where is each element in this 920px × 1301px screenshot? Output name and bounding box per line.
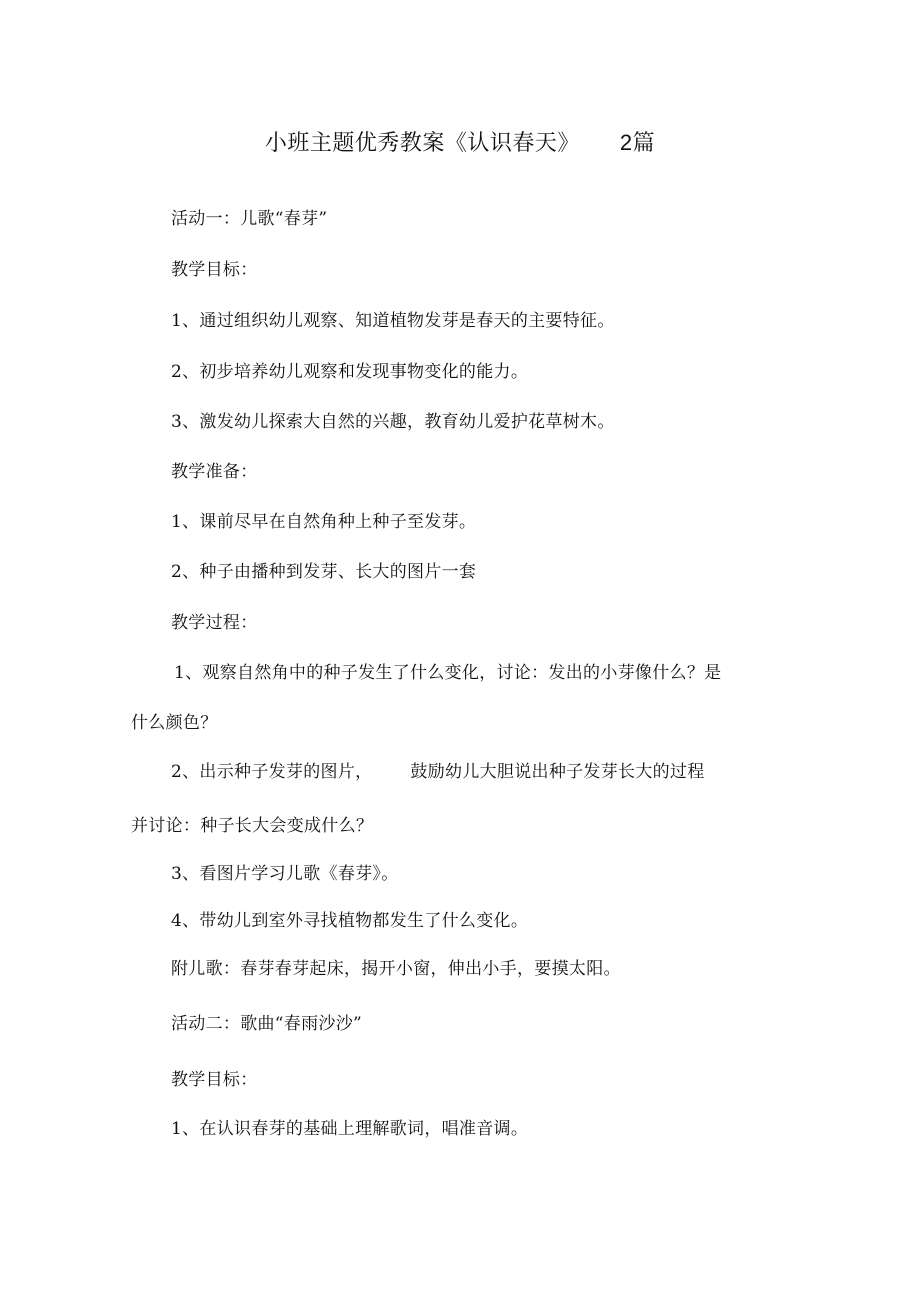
process-item-2 xyxy=(171,760,705,784)
process-item-2-continued: 并讨论：种子长大会变成什么？ xyxy=(131,816,374,836)
prep-item-1: 1、课前尽早在自然角种上种子至发芽。 xyxy=(171,512,477,532)
process-item-3: 3、看图片学习儿歌《春芽》。 xyxy=(171,864,399,884)
goal-item-2: 2、初步培养幼儿观察和发现事物变化的能力。 xyxy=(171,362,529,382)
nursery-rhyme-text: 附儿歌：春芽春芽起床，揭开小窗，伸出小手，要摸太阳。 xyxy=(171,959,621,979)
prep-item-2: 2、种子由播种到发芽、长大的图片一套 xyxy=(171,562,477,582)
process-item-2-part-b: 鼓励幼儿大胆说出种子发芽长大的过程 xyxy=(410,762,705,782)
activity-two-goal-item-1: 1、在认识春芽的基础上理解歌词，唱准音调。 xyxy=(171,1119,529,1139)
teaching-goals-heading: 教学目标： xyxy=(171,260,258,280)
title-count: 2篇 xyxy=(619,130,656,155)
activity-two-goals-heading: 教学目标： xyxy=(171,1070,258,1090)
teaching-process-heading: 教学过程： xyxy=(171,613,258,633)
document-title xyxy=(0,128,920,159)
process-item-1-continued: 什么颜色？ xyxy=(131,713,218,733)
process-item-2-part-a: 2、出示种子发芽的图片， xyxy=(171,762,373,782)
goal-item-3: 3、激发幼儿探索大自然的兴趣，教育幼儿爱护花草树木。 xyxy=(171,412,615,432)
title-main: 小班主题优秀教案《认识春天》 xyxy=(264,131,580,156)
process-item-4: 4、带幼儿到室外寻找植物都发生了什么变化。 xyxy=(171,911,529,931)
teaching-prep-heading: 教学准备： xyxy=(171,462,258,482)
goal-item-1: 1、通过组织幼儿观察、知道植物发芽是春天的主要特征。 xyxy=(171,311,615,331)
activity-one-heading: 活动一：儿歌“春芽” xyxy=(171,209,328,229)
activity-two-heading: 活动二：歌曲“春雨沙沙” xyxy=(171,1014,362,1034)
process-item-1: 1、观察自然角中的种子发生了什么变化，讨论：发出的小芽像什么？是 xyxy=(174,663,722,683)
